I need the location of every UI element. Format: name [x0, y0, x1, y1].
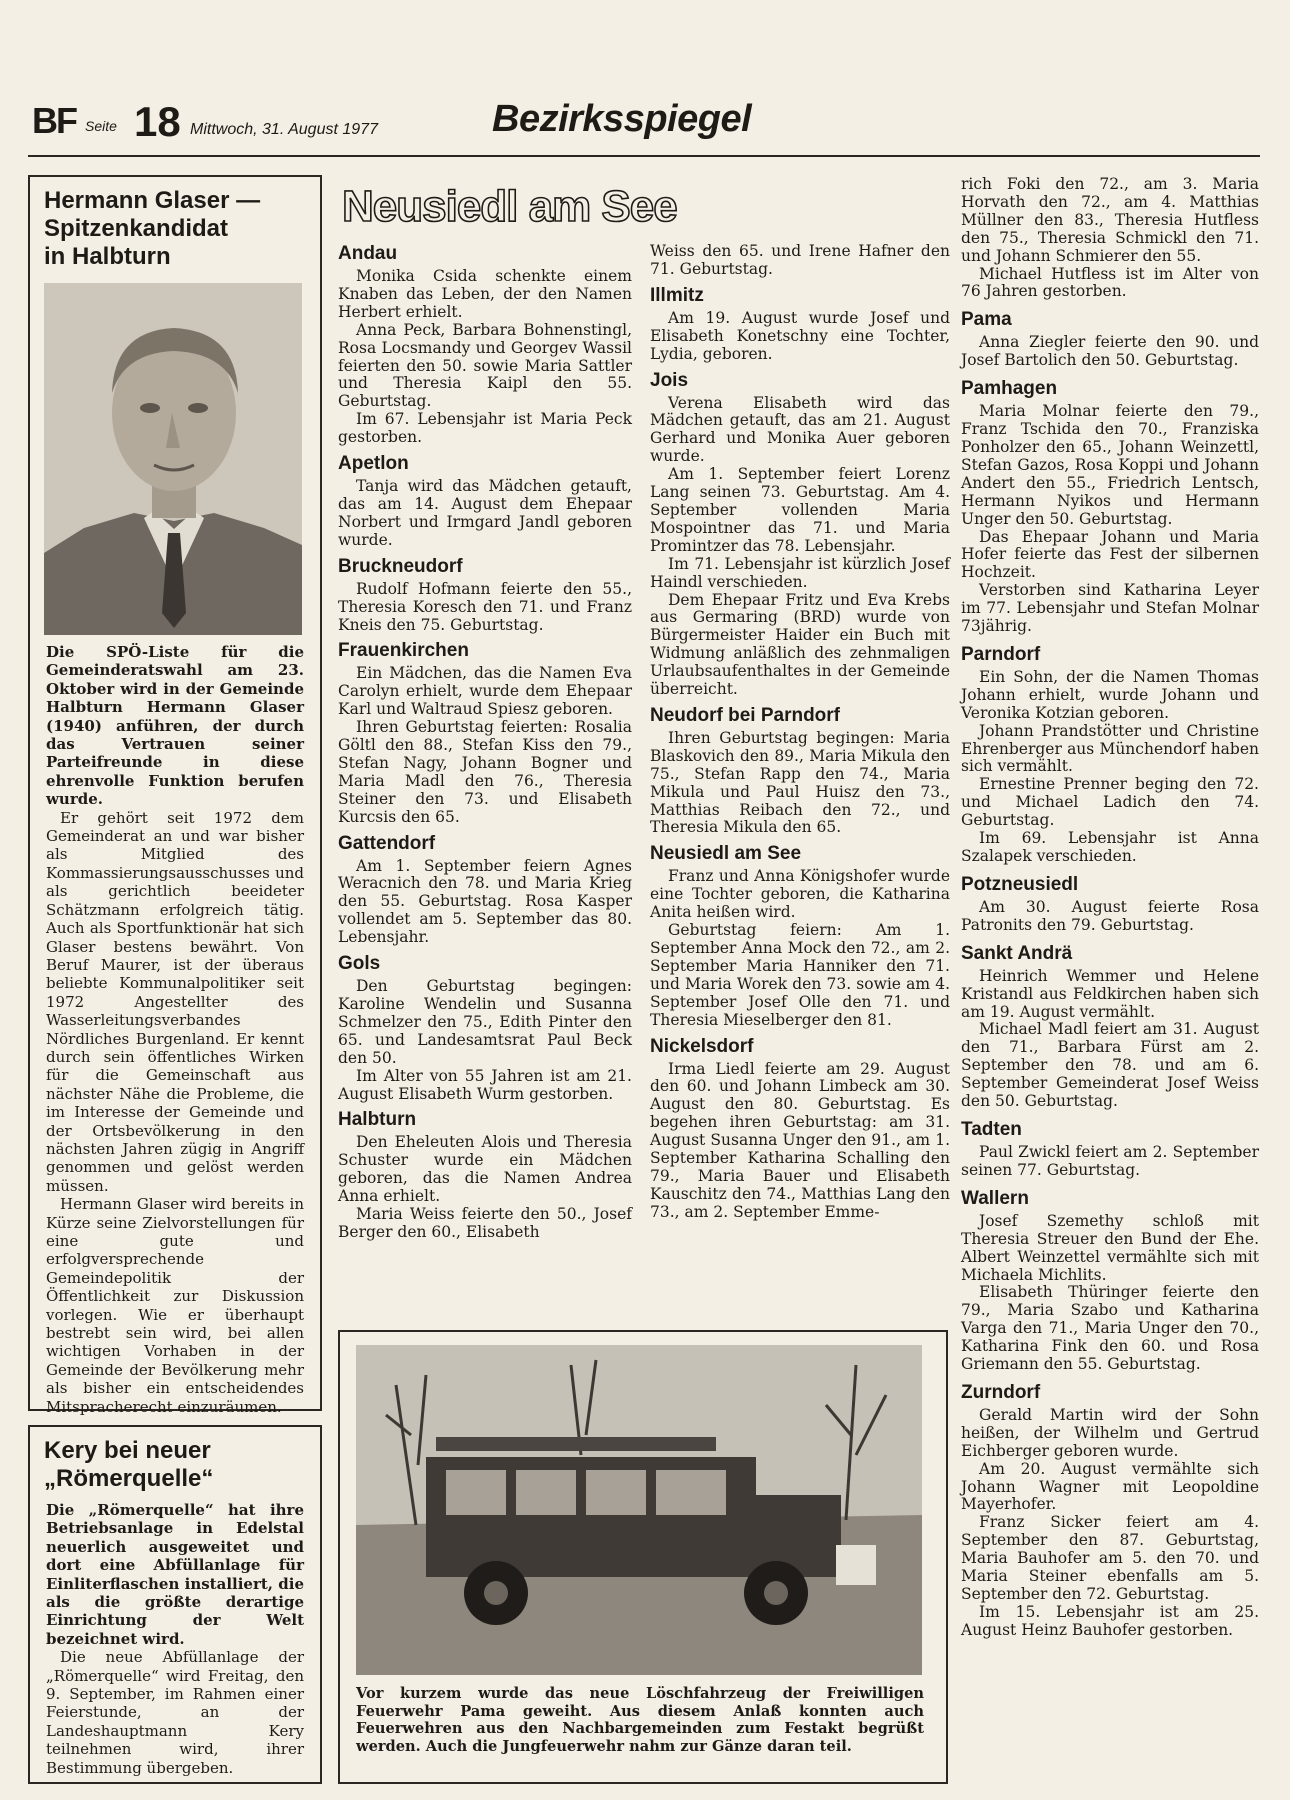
article-lead: Die „Römerquelle“ hat ihre Betriebsanlage in Edelstal neuerlich ausgeweitet und dort eine Abfüllanlage für Einliterflaschen installiert, die als die größte derartige Einrichtung der Welt bezeichnet wird. — [46, 1501, 304, 1648]
news-item: Elisabeth Thüringer feierte den 79., Maria Szabo und Katharina Varga den 71., Maria Unger den 70., Katharina Fink den 60. und Rosa Griemann den 55. Geburtstag. — [961, 1283, 1259, 1374]
news-item: Ihren Geburtstag begingen: Maria Blaskovich den 89., Maria Mikula den 75., Stefan Rapp den 74., Maria Mikula und Paul Huisz den 73., Matthias Reibach den 72., und Theresia Mikula den 65. — [650, 728, 950, 837]
news-item: Verena Elisabeth wird das Mädchen getauft, das am 21. August Gerhard und Monika Auer geboren wurde. — [650, 393, 950, 466]
town-heading: Tadten — [961, 1118, 1022, 1140]
news-item: Das Ehepaar Johann und Maria Hofer feierte das Fest der silbernen Hochzeit. — [961, 527, 1259, 582]
district-banner — [338, 175, 708, 231]
headline-line: Kery bei neuer — [44, 1437, 211, 1464]
portrait-photo — [44, 283, 302, 635]
town-heading: Frauenkirchen — [338, 640, 469, 662]
article-kery-body — [30, 1493, 320, 1777]
news-item: Im 15. Lebensjahr ist am 25. August Heinz Bauhofer gestorben. — [961, 1602, 1259, 1639]
news-column-1 — [338, 243, 632, 1242]
news-item: Heinrich Wemmer und Helene Kristandl aus Feldkirchen haben sich am 19. August vermählt. — [961, 966, 1259, 1021]
news-item: Monika Csida schenkte einem Knaben das Leben, der den Namen Herbert erhielt. — [338, 267, 632, 321]
article-glaser — [28, 175, 322, 1416]
headline-line: Hermann Glaser — — [44, 187, 261, 214]
news-item: Paul Zwickl feiert am 2. September seinen 77. Geburtstag. — [961, 1142, 1259, 1179]
news-item: Am 1. September feiert Lorenz Lang seinen 73. Geburtstag. Am 4. September vollenden Maria Mospointner das 71. und Maria Promintzer das 78. Lebensjahr. — [650, 465, 950, 555]
news-item: Im 71. Lebensjahr ist kürzlich Josef Haindl verschieden. — [650, 554, 950, 591]
town-heading: Illmitz — [650, 284, 704, 306]
town-heading: Nickelsdorf — [650, 1035, 754, 1057]
article-paragraph: Hermann Glaser wird bereits in Kürze seine Zielvorstellungen für eine gute und erfolgversprechende Gemeindepolitik der Öffentlichkeit zur Diskussion vorlegen. Wie er überhaupt bestrebt sein wird, bei allen wichtigen Vorhaben in der Gemeinde der Bevölkerung mehr als bisher ein entscheidendes Mitspracherecht einzuräumen. — [46, 1195, 304, 1416]
photo-caption: Vor kurzem wurde das neue Löschfahrzeug der Freiwilligen Feuerwehr Pama geweiht. Aus diesem Anlaß konnten auch Feuerwehren aus den Nachbargemeinden zum Festakt begrüßt werden. Auch die Jungfeuerwehr nahm zur Gänze daran teil. — [356, 1685, 924, 1755]
town-heading: Zurndorf — [961, 1381, 1041, 1403]
news-item: Ein Mädchen, das die Namen Eva Carolyn erhielt, wurde dem Ehepaar Karl und Waltraud Spiesz geboren. — [338, 664, 632, 719]
news-item: Michael Madl feiert am 31. August den 71., Barbara Fürst am 2. September den 78. und am 6. September Gemeinderat Josef Weiss den 50. Geburtstag. — [961, 1020, 1259, 1111]
news-item: Maria Molnar feierte den 79., Franz Tschida den 70., Franziska Ponholzer den 65., Johann Weinzettl, Stefan Gazos, Rosa Koppi und Johann Andert den 55., Friedrich Lentsch, Hermann Nyikos und Hermann Unger den 50. Geburtstag. — [961, 402, 1259, 528]
town-heading: Neusiedl am See — [650, 843, 802, 865]
news-item: Weiss den 65. und Irene Hafner den 71. Geburtstag. — [650, 242, 950, 278]
town-heading: Pamhagen — [961, 378, 1058, 400]
news-item: Am 20. August vermählte sich Johann Wagner mit Leopoldine Mayerhofer. — [961, 1459, 1259, 1514]
town-heading: Wallern — [961, 1187, 1029, 1209]
news-item: rich Foki den 72., am 3. Maria Horvath den 72., am 4. Matthias Müllner den 83., Theresia Hutfless den 75., Theresia Schmickl den 71. und Johann Schmierer den 55. — [961, 175, 1259, 265]
town-heading: Bruckneudorf — [338, 555, 463, 577]
news-item: Geburtstag feiern: Am 1. September Anna Mock den 72., am 2. September Maria Hanniker den 71. und Maria Worek den 73. sowie am 4. September Josef Olle den 71. und Theresia Mieselberger den 81. — [650, 921, 950, 1029]
section-title: Bezirksspiegel — [492, 98, 752, 140]
headline-line: in Halbturn — [44, 243, 171, 270]
news-column-2 — [650, 243, 950, 1222]
news-item: Im Alter von 55 Jahren ist am 21. August Elisabeth Wurm gestorben. — [338, 1066, 632, 1103]
article-paragraph: Die neue Abfüllanlage der „Römerquelle“ wird Freitag, den 9. September, im Rahmen einer Feierstunde, an der Landeshauptmann Kery teilnehmen wird, ihrer Bestimmung übergeben. — [46, 1648, 304, 1777]
news-item: Im 69. Lebensjahr ist Anna Szalapek verschieden. — [961, 829, 1259, 865]
news-item: Johann Prandstötter und Christine Ehrenberger aus Münchendorf haben sich vermählt. — [961, 721, 1259, 776]
firetruck-photo — [356, 1345, 922, 1675]
news-item: Rudolf Hofmann feierte den 55., Theresia Koresch den 71. und Franz Kneis den 75. Geburtstag. — [338, 579, 632, 634]
news-item: Josef Szemethy schloß mit Theresia Streuer den Bund der Ehe. Albert Weinzettel vermählte sich mit Michaela Michlits. — [961, 1211, 1259, 1284]
news-item: Den Geburtstag begingen: Karoline Wendelin und Susanna Schmelzer den 75., Edith Pinter den 65. und Landesamtsrat Paul Beck den 50. — [338, 977, 632, 1067]
news-item: Anna Ziegler feierte den 90. und Josef Bartolich den 50. Geburtstag. — [961, 333, 1259, 370]
news-item: Franz und Anna Königshofer wurde eine Tochter geboren, die Katharina Anita heißen wird. — [650, 867, 950, 922]
town-heading: Parndorf — [961, 643, 1041, 665]
news-item: Michael Hutfless ist im Alter von 76 Jahren gestorben. — [961, 264, 1259, 301]
article-lead: Die SPÖ-Liste für die Gemeinderatswahl am 23. Oktober wird in der Gemeinde Halbturn Hermann Glaser (1940) anführen, der durch das Vertrauen seiner Parteifreunde in diese ehrenvolle Funktion berufen wurde. — [46, 643, 304, 809]
news-item: Am 1. September feiern Agnes Weracnich den 78. und Maria Krieg den 55. Geburtstag. Rosa Kasper vollendet am 5. September das 80. Lebensjahr. — [338, 856, 632, 947]
news-item: Gerald Martin wird der Sohn heißen, der Wilhelm und Gertrud Eichberger geboren wurde. — [961, 1405, 1259, 1460]
news-item: Ein Sohn, der die Namen Thomas Johann erhielt, wurde Johann und Veronika Kotzian geboren. — [961, 667, 1259, 722]
town-heading: Gols — [338, 953, 381, 975]
article-kery — [28, 1425, 322, 1784]
article-glaser-body — [30, 635, 320, 1416]
portrait-illustration — [44, 283, 302, 635]
article-glaser-headline — [30, 177, 320, 271]
news-item: Verstorben sind Katharina Leyer im 77. Lebensjahr und Stefan Molnar 73jährig. — [961, 581, 1259, 636]
news-item: Maria Weiss feierte den 50., Josef Berger den 60., Elisabeth — [338, 1205, 632, 1241]
district-banner-text: Neusiedl am See — [342, 182, 677, 231]
page-number: 18 — [134, 98, 181, 145]
news-item: Anna Peck, Barbara Bohnenstingl, Rosa Locsmandy und Georgev Wassil feierten den 50. sowie Maria Sattler und Theresia Kaipl den 55. Geburtstag. — [338, 320, 632, 411]
news-item: Am 30. August feierte Rosa Patronits den 79. Geburtstag. — [961, 897, 1259, 934]
town-heading: Andau — [338, 243, 398, 264]
news-item: Dem Ehepaar Fritz und Eva Krebs aus Germaring (BRD) wurde von Bürgermeister Haider ein Buch mit Widmung anläßlich des zehnmaligen Urlaubsaufenthaltes in der Gemeinde überreicht. — [650, 590, 950, 699]
page-label: Seite — [85, 118, 117, 134]
news-item: Irma Liedl feierte am 29. August den 60. und Johann Limbeck am 30. August den 80. Geburtstag. Es begehen ihren Geburtstag: am 31. August Susanna Unger den 91., am 1. September Katharina Schalling den 79., Maria Bauer und Elisabeth Kauschitz den 74., Matthias Lang den 73., am 2. September Emme- — [650, 1059, 950, 1221]
town-heading: Gattendorf — [338, 832, 436, 854]
news-item: Am 19. August wurde Josef und Elisabeth Konetschny eine Tochter, Lydia, geboren. — [650, 308, 950, 363]
town-heading: Pama — [961, 309, 1012, 331]
town-heading: Sankt Andrä — [961, 942, 1073, 964]
masthead — [32, 96, 1260, 148]
news-item: Ernestine Prenner beging den 72. und Michael Ladich den 74. Geburtstag. — [961, 775, 1259, 830]
article-paragraph: Er gehört seit 1972 dem Gemeinderat an und war bisher als Mitglied des Kommassierungsausschusses und als gerichtlich beeideter Schätzmann erfolgreich tätig. Auch als Sportfunktionär hat sich Glaser bestens bewährt. Von Beruf Maurer, ist der überaus beliebte Kommunalpolitiker seit 1972 Angestellter des Wasserleitungsverbandes Nördliches Burgenland. Er kennt durch sein öffentliches Wirken für die Gemeinschaft aus nächster Nähe die Probleme, die im Interesse der Gemeinde und der Ortsbevölkerung in den nächsten Jahren zügig in Angriff genommen und gelöst werden müssen. — [46, 808, 304, 1195]
town-heading: Apetlon — [338, 453, 409, 475]
town-heading: Halbturn — [338, 1109, 417, 1131]
town-heading: Potzneusiedl — [961, 873, 1079, 895]
news-item: Franz Sicker feiert am 4. September den 87. Geburtstag, Maria Bauhofer am 5. den 70. und Maria Steiner ebenfalls am 5. September den 72. Geburtstag. — [961, 1513, 1259, 1603]
newspaper-logo: BF — [32, 100, 76, 141]
news-column-3 — [961, 176, 1259, 1640]
news-item: Tanja wird das Mädchen getauft, das am 14. August dem Ehepaar Norbert und Irmgard Jandl geboren wurde. — [338, 477, 632, 549]
masthead-rule — [28, 155, 1260, 157]
town-heading: Neudorf bei Parndorf — [650, 704, 841, 726]
news-item: Im 67. Lebensjahr ist Maria Peck gestorben. — [338, 410, 632, 447]
headline-line: „Römerquelle“ — [44, 1465, 214, 1492]
news-item: Ihren Geburtstag feierten: Rosalia Göltl den 88., Stefan Kiss den 79., Stefan Nagy, Johann Bogner und Maria Madl den 76., Theresia Steiner den 73. und Elisabeth Kurcsis den 65. — [338, 718, 632, 826]
town-heading: Jois — [650, 369, 689, 391]
headline-line: Spitzenkandidat — [44, 215, 229, 242]
district-banner-art — [338, 175, 708, 231]
news-item: Den Eheleuten Alois und Theresia Schuster wurde ein Mädchen geboren, das die Namen Andrea Anna erhielt. — [338, 1133, 632, 1206]
article-kery-headline — [30, 1427, 320, 1493]
firetruck-illustration — [356, 1345, 922, 1675]
issue-date: Mittwoch, 31. August 1977 — [190, 121, 378, 138]
